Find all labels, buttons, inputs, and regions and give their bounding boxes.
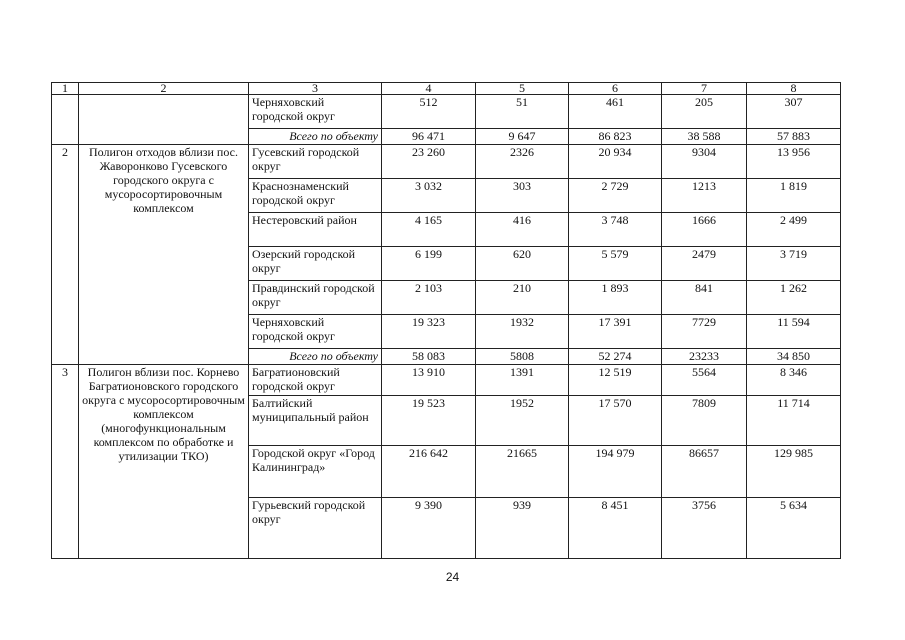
table-row [52, 365, 841, 396]
value-cell: 620 [476, 247, 569, 281]
header-cell: 5 [476, 83, 569, 95]
row-number-cell: 2 [52, 145, 79, 365]
value-cell: 512 [382, 95, 476, 129]
region-cell: Гурьевский городской округ [249, 498, 382, 559]
total-label: Всего по объекту [249, 349, 382, 365]
object-note: (многофункциональным комплексом по обработке и утилизации ТКО) [93, 421, 234, 463]
total-value: 23233 [662, 349, 747, 365]
value-cell: 416 [476, 213, 569, 247]
value-cell: 205 [662, 95, 747, 129]
value-cell: 12 519 [569, 365, 662, 396]
value-cell: 1 262 [747, 281, 841, 315]
value-cell: 210 [476, 281, 569, 315]
value-cell: 307 [747, 95, 841, 129]
header-cell: 2 [79, 83, 249, 95]
value-cell: 20 934 [569, 145, 662, 179]
value-cell: 19 323 [382, 315, 476, 349]
value-cell: 1213 [662, 179, 747, 213]
object-cell: Полигон отходов вблизи пос. Жаворонково Гусевского городского округа с мусоросортировочным комплексом [79, 145, 249, 365]
value-cell: 13 956 [747, 145, 841, 179]
value-cell: 3 032 [382, 179, 476, 213]
value-cell: 461 [569, 95, 662, 129]
value-cell: 8 346 [747, 365, 841, 396]
region-cell: Городской округ «Город Калининград» [249, 446, 382, 498]
region-cell: Озерский городской округ [249, 247, 382, 281]
total-label: Всего по объекту [249, 129, 382, 145]
header-cell: 1 [52, 83, 79, 95]
total-value: 57 883 [747, 129, 841, 145]
total-value: 5808 [476, 349, 569, 365]
value-cell: 216 642 [382, 446, 476, 498]
value-cell: 5 579 [569, 247, 662, 281]
header-cell: 6 [569, 83, 662, 95]
value-cell: 23 260 [382, 145, 476, 179]
value-cell: 2 729 [569, 179, 662, 213]
header-row [52, 83, 841, 95]
value-cell: 3 748 [569, 213, 662, 247]
table-row [52, 95, 841, 129]
value-cell: 51 [476, 95, 569, 129]
header-cell: 4 [382, 83, 476, 95]
value-cell: 19 523 [382, 396, 476, 446]
region-cell: Черняховский городской округ [249, 315, 382, 349]
total-value: 96 471 [382, 129, 476, 145]
row-number-cell: 3 [52, 365, 79, 559]
distribution-table [51, 82, 841, 559]
value-cell: 2 499 [747, 213, 841, 247]
total-value: 58 083 [382, 349, 476, 365]
value-cell: 1 893 [569, 281, 662, 315]
value-cell: 129 985 [747, 446, 841, 498]
value-cell: 3 719 [747, 247, 841, 281]
value-cell: 3756 [662, 498, 747, 559]
region-cell: Балтийский муниципальный район [249, 396, 382, 446]
header-cell: 8 [747, 83, 841, 95]
total-value: 9 647 [476, 129, 569, 145]
page-number: 24 [445, 570, 460, 584]
value-cell: 2479 [662, 247, 747, 281]
region-cell: Гусевский городской округ [249, 145, 382, 179]
region-cell: Нестеровский район [249, 213, 382, 247]
value-cell: 9304 [662, 145, 747, 179]
region-cell: Черняховский городской округ [249, 95, 382, 129]
value-cell: 5 634 [747, 498, 841, 559]
value-cell: 194 979 [569, 446, 662, 498]
value-cell: 8 451 [569, 498, 662, 559]
value-cell: 11 714 [747, 396, 841, 446]
value-cell: 21665 [476, 446, 569, 498]
value-cell: 939 [476, 498, 569, 559]
table-row [52, 145, 841, 179]
value-cell: 5564 [662, 365, 747, 396]
value-cell: 2 103 [382, 281, 476, 315]
row-number-cell [52, 95, 79, 145]
region-cell: Правдинский городской округ [249, 281, 382, 315]
value-cell: 1 819 [747, 179, 841, 213]
header-cell: 3 [249, 83, 382, 95]
header-cell: 7 [662, 83, 747, 95]
value-cell: 303 [476, 179, 569, 213]
value-cell: 1952 [476, 396, 569, 446]
value-cell: 2326 [476, 145, 569, 179]
total-value: 38 588 [662, 129, 747, 145]
value-cell: 6 199 [382, 247, 476, 281]
total-value: 86 823 [569, 129, 662, 145]
object-name: Полигон вблизи пос. Корнево Багратионовского городского округа с мусоросортировочным комплексом [82, 365, 245, 421]
region-cell: Багратионовский городской округ [249, 365, 382, 396]
object-cell [79, 365, 249, 559]
value-cell: 1932 [476, 315, 569, 349]
value-cell: 7729 [662, 315, 747, 349]
region-cell: Краснознаменский городской округ [249, 179, 382, 213]
object-cell [79, 95, 249, 145]
total-value: 34 850 [747, 349, 841, 365]
value-cell: 17 570 [569, 396, 662, 446]
value-cell: 1391 [476, 365, 569, 396]
value-cell: 7809 [662, 396, 747, 446]
value-cell: 86657 [662, 446, 747, 498]
value-cell: 9 390 [382, 498, 476, 559]
value-cell: 13 910 [382, 365, 476, 396]
total-value: 52 274 [569, 349, 662, 365]
value-cell: 1666 [662, 213, 747, 247]
value-cell: 4 165 [382, 213, 476, 247]
value-cell: 11 594 [747, 315, 841, 349]
value-cell: 841 [662, 281, 747, 315]
value-cell: 17 391 [569, 315, 662, 349]
